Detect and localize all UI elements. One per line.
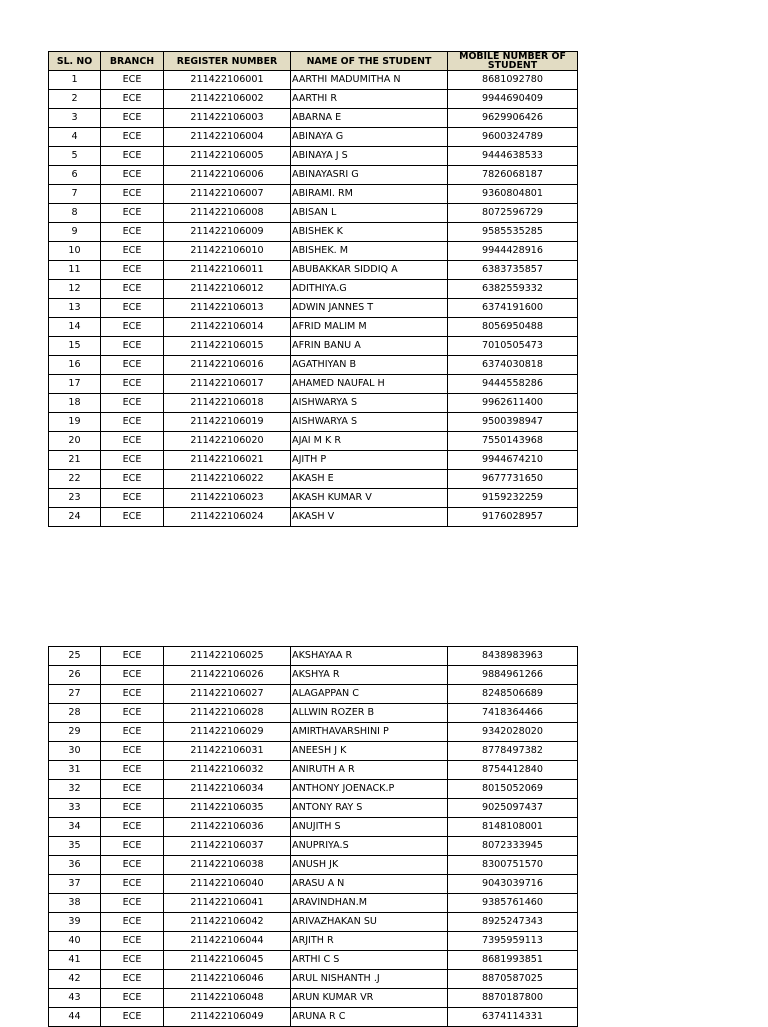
cell-branch: ECE <box>101 913 164 932</box>
cell-branch: ECE <box>101 1008 164 1027</box>
cell-student-name: ARTHI C S <box>291 951 448 970</box>
cell-student-name: ARUN KUMAR VR <box>291 989 448 1008</box>
cell-branch: ECE <box>101 432 164 451</box>
cell-register-number: 211422106034 <box>164 780 291 799</box>
cell-student-name: ARUNA R C <box>291 1008 448 1027</box>
cell-branch: ECE <box>101 761 164 780</box>
cell-student-name: AARTHI MADUMITHA N <box>291 71 448 90</box>
table-body-1 <box>49 71 578 527</box>
cell-branch: ECE <box>101 147 164 166</box>
cell-mobile-number: 7550143968 <box>448 432 578 451</box>
cell-branch: ECE <box>101 280 164 299</box>
cell-student-name: AKASH V <box>291 508 448 527</box>
cell-branch: ECE <box>101 780 164 799</box>
cell-register-number: 211422106001 <box>164 71 291 90</box>
cell-sl-no: 38 <box>49 894 101 913</box>
table-row <box>49 185 578 204</box>
cell-register-number: 211422106035 <box>164 799 291 818</box>
table-row <box>49 280 578 299</box>
cell-register-number: 211422106014 <box>164 318 291 337</box>
cell-mobile-number: 6374030818 <box>448 356 578 375</box>
cell-sl-no: 39 <box>49 913 101 932</box>
cell-mobile-number: 8072596729 <box>448 204 578 223</box>
cell-student-name: AGATHIYAN B <box>291 356 448 375</box>
cell-register-number: 211422106040 <box>164 875 291 894</box>
cell-student-name: ADITHIYA.G <box>291 280 448 299</box>
cell-mobile-number: 9444558286 <box>448 375 578 394</box>
cell-register-number: 211422106015 <box>164 337 291 356</box>
cell-sl-no: 11 <box>49 261 101 280</box>
cell-register-number: 211422106042 <box>164 913 291 932</box>
cell-student-name: ABISHEK K <box>291 223 448 242</box>
cell-branch: ECE <box>101 166 164 185</box>
cell-mobile-number: 9944674210 <box>448 451 578 470</box>
cell-register-number: 211422106011 <box>164 261 291 280</box>
cell-mobile-number: 9176028957 <box>448 508 578 527</box>
cell-register-number: 211422106012 <box>164 280 291 299</box>
cell-mobile-number: 9600324789 <box>448 128 578 147</box>
cell-sl-no: 28 <box>49 704 101 723</box>
header-student-name: NAME OF THE STUDENT <box>291 52 448 71</box>
table-row <box>49 951 578 970</box>
cell-register-number: 211422106022 <box>164 470 291 489</box>
cell-branch: ECE <box>101 356 164 375</box>
cell-branch: ECE <box>101 723 164 742</box>
cell-mobile-number: 9025097437 <box>448 799 578 818</box>
cell-student-name: AISHWARYA S <box>291 413 448 432</box>
cell-student-name: AKASH KUMAR V <box>291 489 448 508</box>
table-row <box>49 470 578 489</box>
cell-branch: ECE <box>101 375 164 394</box>
cell-branch: ECE <box>101 489 164 508</box>
cell-sl-no: 6 <box>49 166 101 185</box>
cell-student-name: ANIRUTH A R <box>291 761 448 780</box>
cell-register-number: 211422106023 <box>164 489 291 508</box>
table-header-row <box>49 52 578 71</box>
cell-branch: ECE <box>101 242 164 261</box>
cell-branch: ECE <box>101 818 164 837</box>
table-row <box>49 489 578 508</box>
cell-mobile-number: 8248506689 <box>448 685 578 704</box>
cell-register-number: 211422106049 <box>164 1008 291 1027</box>
cell-branch: ECE <box>101 318 164 337</box>
cell-mobile-number: 8870587025 <box>448 970 578 989</box>
table-row <box>49 913 578 932</box>
table-row <box>49 894 578 913</box>
cell-mobile-number: 9500398947 <box>448 413 578 432</box>
cell-student-name: ABUBAKKAR SIDDIQ A <box>291 261 448 280</box>
cell-student-name: ABIRAMI. RM <box>291 185 448 204</box>
cell-sl-no: 43 <box>49 989 101 1008</box>
cell-sl-no: 37 <box>49 875 101 894</box>
cell-student-name: ABINAYA J S <box>291 147 448 166</box>
student-table-1 <box>48 51 578 527</box>
cell-branch: ECE <box>101 128 164 147</box>
cell-branch: ECE <box>101 185 164 204</box>
cell-student-name: AKSHAYAA R <box>291 647 448 666</box>
header-register-number: REGISTER NUMBER <box>164 52 291 71</box>
cell-mobile-number: 8925247343 <box>448 913 578 932</box>
cell-sl-no: 27 <box>49 685 101 704</box>
cell-register-number: 211422106007 <box>164 185 291 204</box>
table-row <box>49 166 578 185</box>
table-row <box>49 128 578 147</box>
cell-sl-no: 42 <box>49 970 101 989</box>
table-row <box>49 685 578 704</box>
cell-branch: ECE <box>101 704 164 723</box>
table-row <box>49 704 578 723</box>
cell-mobile-number: 9342028020 <box>448 723 578 742</box>
cell-mobile-number: 7826068187 <box>448 166 578 185</box>
cell-register-number: 211422106004 <box>164 128 291 147</box>
cell-sl-no: 34 <box>49 818 101 837</box>
cell-register-number: 211422106038 <box>164 856 291 875</box>
cell-sl-no: 29 <box>49 723 101 742</box>
cell-mobile-number: 9360804801 <box>448 185 578 204</box>
cell-mobile-number: 8681092780 <box>448 71 578 90</box>
table-row <box>49 742 578 761</box>
cell-student-name: AARTHI R <box>291 90 448 109</box>
cell-student-name: AHAMED NAUFAL H <box>291 375 448 394</box>
cell-branch: ECE <box>101 951 164 970</box>
cell-register-number: 211422106017 <box>164 375 291 394</box>
table-row <box>49 71 578 90</box>
table-row <box>49 318 578 337</box>
cell-mobile-number: 6374114331 <box>448 1008 578 1027</box>
cell-register-number: 211422106008 <box>164 204 291 223</box>
table-row <box>49 932 578 951</box>
cell-register-number: 211422106024 <box>164 508 291 527</box>
cell-student-name: ARAVINDHAN.M <box>291 894 448 913</box>
cell-student-name: ADWIN JANNES T <box>291 299 448 318</box>
cell-sl-no: 22 <box>49 470 101 489</box>
cell-branch: ECE <box>101 299 164 318</box>
cell-sl-no: 19 <box>49 413 101 432</box>
cell-register-number: 211422106018 <box>164 394 291 413</box>
cell-register-number: 211422106002 <box>164 90 291 109</box>
cell-student-name: ANUSH JK <box>291 856 448 875</box>
cell-sl-no: 13 <box>49 299 101 318</box>
cell-student-name: ARJITH R <box>291 932 448 951</box>
cell-register-number: 211422106026 <box>164 666 291 685</box>
cell-sl-no: 14 <box>49 318 101 337</box>
table-row <box>49 242 578 261</box>
table-row <box>49 761 578 780</box>
cell-sl-no: 16 <box>49 356 101 375</box>
table-row <box>49 799 578 818</box>
cell-sl-no: 35 <box>49 837 101 856</box>
cell-mobile-number: 7010505473 <box>448 337 578 356</box>
cell-branch: ECE <box>101 989 164 1008</box>
cell-register-number: 211422106027 <box>164 685 291 704</box>
cell-branch: ECE <box>101 508 164 527</box>
cell-mobile-number: 9944428916 <box>448 242 578 261</box>
cell-register-number: 211422106006 <box>164 166 291 185</box>
cell-register-number: 211422106029 <box>164 723 291 742</box>
cell-mobile-number: 9159232259 <box>448 489 578 508</box>
cell-branch: ECE <box>101 932 164 951</box>
cell-mobile-number: 9444638533 <box>448 147 578 166</box>
cell-register-number: 211422106041 <box>164 894 291 913</box>
table-row <box>49 109 578 128</box>
cell-mobile-number: 8778497382 <box>448 742 578 761</box>
cell-register-number: 211422106028 <box>164 704 291 723</box>
cell-sl-no: 36 <box>49 856 101 875</box>
cell-sl-no: 41 <box>49 951 101 970</box>
cell-register-number: 211422106009 <box>164 223 291 242</box>
cell-register-number: 211422106048 <box>164 989 291 1008</box>
cell-branch: ECE <box>101 856 164 875</box>
cell-branch: ECE <box>101 223 164 242</box>
table-row <box>49 989 578 1008</box>
cell-sl-no: 5 <box>49 147 101 166</box>
cell-branch: ECE <box>101 204 164 223</box>
cell-sl-no: 31 <box>49 761 101 780</box>
cell-register-number: 211422106044 <box>164 932 291 951</box>
cell-mobile-number: 9585535285 <box>448 223 578 242</box>
cell-branch: ECE <box>101 261 164 280</box>
cell-student-name: ARUL NISHANTH .J <box>291 970 448 989</box>
cell-student-name: ALLWIN ROZER B <box>291 704 448 723</box>
cell-branch: ECE <box>101 799 164 818</box>
cell-sl-no: 7 <box>49 185 101 204</box>
cell-student-name: AKSHYA R <box>291 666 448 685</box>
cell-student-name: ANUJITH S <box>291 818 448 837</box>
cell-sl-no: 24 <box>49 508 101 527</box>
cell-register-number: 211422106036 <box>164 818 291 837</box>
cell-student-name: ARASU A N <box>291 875 448 894</box>
cell-register-number: 211422106020 <box>164 432 291 451</box>
cell-student-name: ABARNA E <box>291 109 448 128</box>
cell-mobile-number: 9677731650 <box>448 470 578 489</box>
cell-student-name: AFRIN BANU A <box>291 337 448 356</box>
cell-mobile-number: 6383735857 <box>448 261 578 280</box>
table-row <box>49 204 578 223</box>
cell-sl-no: 2 <box>49 90 101 109</box>
cell-register-number: 211422106003 <box>164 109 291 128</box>
cell-branch: ECE <box>101 894 164 913</box>
cell-mobile-number: 8754412840 <box>448 761 578 780</box>
table-row <box>49 261 578 280</box>
cell-register-number: 211422106045 <box>164 951 291 970</box>
header-branch: BRANCH <box>101 52 164 71</box>
cell-branch: ECE <box>101 875 164 894</box>
table-row <box>49 875 578 894</box>
table-row <box>49 970 578 989</box>
table-row <box>49 223 578 242</box>
cell-student-name: ANEESH J K <box>291 742 448 761</box>
cell-mobile-number: 8870187800 <box>448 989 578 1008</box>
cell-mobile-number: 8056950488 <box>448 318 578 337</box>
cell-mobile-number: 8072333945 <box>448 837 578 856</box>
cell-mobile-number: 8300751570 <box>448 856 578 875</box>
cell-sl-no: 3 <box>49 109 101 128</box>
cell-register-number: 211422106010 <box>164 242 291 261</box>
cell-sl-no: 8 <box>49 204 101 223</box>
cell-register-number: 211422106019 <box>164 413 291 432</box>
cell-student-name: AFRID MALIM M <box>291 318 448 337</box>
table-row <box>49 413 578 432</box>
cell-student-name: AISHWARYA S <box>291 394 448 413</box>
cell-branch: ECE <box>101 451 164 470</box>
table-row <box>49 856 578 875</box>
cell-branch: ECE <box>101 837 164 856</box>
cell-mobile-number: 9629906426 <box>448 109 578 128</box>
cell-mobile-number: 8148108001 <box>448 818 578 837</box>
cell-sl-no: 30 <box>49 742 101 761</box>
cell-sl-no: 33 <box>49 799 101 818</box>
table-row <box>49 780 578 799</box>
table-row <box>49 432 578 451</box>
cell-register-number: 211422106046 <box>164 970 291 989</box>
cell-mobile-number: 7418364466 <box>448 704 578 723</box>
table-row <box>49 818 578 837</box>
cell-mobile-number: 6374191600 <box>448 299 578 318</box>
cell-mobile-number: 6382559332 <box>448 280 578 299</box>
cell-student-name: ABINAYA G <box>291 128 448 147</box>
table-row <box>49 375 578 394</box>
cell-branch: ECE <box>101 109 164 128</box>
cell-mobile-number: 8681993851 <box>448 951 578 970</box>
cell-branch: ECE <box>101 742 164 761</box>
table-row <box>49 356 578 375</box>
cell-student-name: ANTHONY JOENACK.P <box>291 780 448 799</box>
student-table-2 <box>48 646 578 1027</box>
cell-register-number: 211422106021 <box>164 451 291 470</box>
cell-mobile-number: 7395959113 <box>448 932 578 951</box>
cell-sl-no: 21 <box>49 451 101 470</box>
cell-sl-no: 18 <box>49 394 101 413</box>
cell-sl-no: 1 <box>49 71 101 90</box>
cell-mobile-number: 9884961266 <box>448 666 578 685</box>
cell-branch: ECE <box>101 970 164 989</box>
cell-student-name: AJITH P <box>291 451 448 470</box>
table-row <box>49 508 578 527</box>
cell-branch: ECE <box>101 71 164 90</box>
table-row <box>49 647 578 666</box>
cell-mobile-number: 9385761460 <box>448 894 578 913</box>
cell-student-name: ALAGAPPAN C <box>291 685 448 704</box>
cell-register-number: 211422106013 <box>164 299 291 318</box>
cell-mobile-number: 8015052069 <box>448 780 578 799</box>
header-sl-no: SL. NO <box>49 52 101 71</box>
cell-student-name: ABINAYASRI G <box>291 166 448 185</box>
cell-sl-no: 12 <box>49 280 101 299</box>
cell-branch: ECE <box>101 90 164 109</box>
cell-sl-no: 9 <box>49 223 101 242</box>
cell-sl-no: 32 <box>49 780 101 799</box>
cell-sl-no: 40 <box>49 932 101 951</box>
cell-sl-no: 25 <box>49 647 101 666</box>
cell-register-number: 211422106025 <box>164 647 291 666</box>
cell-student-name: ABISAN L <box>291 204 448 223</box>
cell-student-name: ABISHEK. M <box>291 242 448 261</box>
table-row <box>49 147 578 166</box>
table-row <box>49 666 578 685</box>
table-row <box>49 90 578 109</box>
cell-sl-no: 17 <box>49 375 101 394</box>
cell-branch: ECE <box>101 394 164 413</box>
cell-sl-no: 4 <box>49 128 101 147</box>
cell-student-name: ANTONY RAY S <box>291 799 448 818</box>
cell-sl-no: 23 <box>49 489 101 508</box>
header-mobile-number: MOBILE NUMBER OF STUDENT <box>448 52 578 71</box>
cell-sl-no: 15 <box>49 337 101 356</box>
cell-register-number: 211422106037 <box>164 837 291 856</box>
cell-register-number: 211422106005 <box>164 147 291 166</box>
cell-branch: ECE <box>101 647 164 666</box>
cell-branch: ECE <box>101 413 164 432</box>
table-row <box>49 723 578 742</box>
cell-mobile-number: 8438983963 <box>448 647 578 666</box>
cell-student-name: AJAI M K R <box>291 432 448 451</box>
cell-sl-no: 20 <box>49 432 101 451</box>
cell-student-name: AKASH E <box>291 470 448 489</box>
table-row <box>49 299 578 318</box>
cell-student-name: AMIRTHAVARSHINI P <box>291 723 448 742</box>
table-row <box>49 837 578 856</box>
table-body-2 <box>49 647 578 1027</box>
table-row <box>49 451 578 470</box>
cell-branch: ECE <box>101 666 164 685</box>
cell-student-name: ARIVAZHAKAN SU <box>291 913 448 932</box>
cell-mobile-number: 9944690409 <box>448 90 578 109</box>
cell-sl-no: 44 <box>49 1008 101 1027</box>
cell-branch: ECE <box>101 470 164 489</box>
cell-sl-no: 26 <box>49 666 101 685</box>
cell-student-name: ANUPRIYA.S <box>291 837 448 856</box>
cell-branch: ECE <box>101 685 164 704</box>
cell-mobile-number: 9043039716 <box>448 875 578 894</box>
cell-register-number: 211422106016 <box>164 356 291 375</box>
cell-branch: ECE <box>101 337 164 356</box>
table-row <box>49 394 578 413</box>
cell-register-number: 211422106031 <box>164 742 291 761</box>
table-row <box>49 337 578 356</box>
cell-mobile-number: 9962611400 <box>448 394 578 413</box>
cell-sl-no: 10 <box>49 242 101 261</box>
cell-register-number: 211422106032 <box>164 761 291 780</box>
